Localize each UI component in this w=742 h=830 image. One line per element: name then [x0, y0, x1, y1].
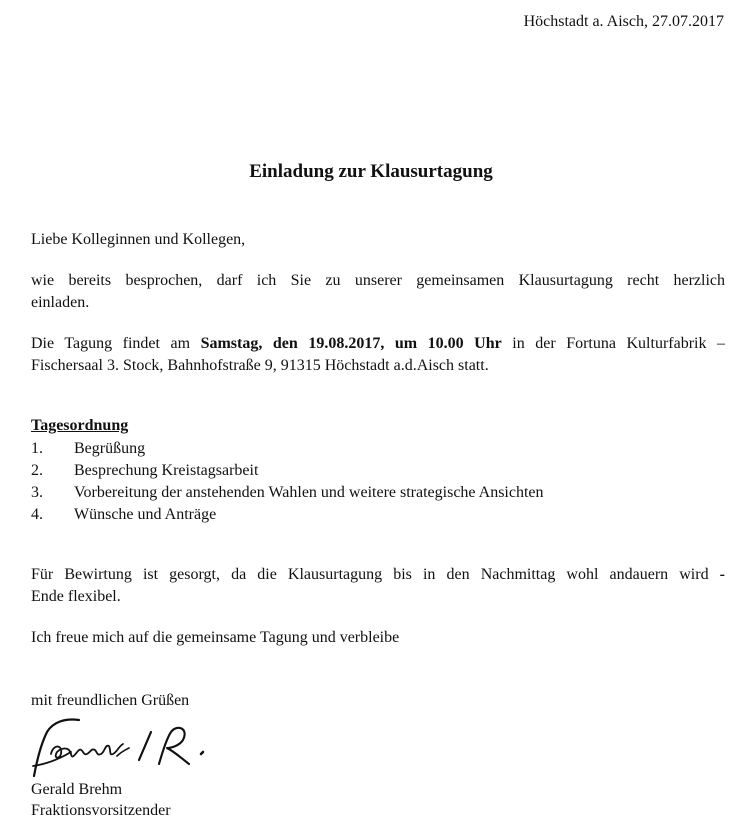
agenda-item-number: 4. [31, 506, 43, 523]
catering-line-2: Ende flexibel. [31, 588, 121, 605]
agenda-item-text: Begrüßung [74, 440, 146, 457]
catering-line-1 [31, 564, 725, 586]
salutation: Liebe Kolleginnen und Kollegen, [31, 231, 246, 248]
agenda-item-text: Wünsche und Anträge [74, 506, 217, 523]
place-date: Höchstadt a. Aisch, 27.07.2017 [523, 13, 724, 30]
signer-role: Fraktionsvorsitzender [31, 802, 171, 819]
meeting-date-time: Samstag, den 19.08.2017, um 10.00 Uhr [200, 335, 502, 352]
catering-line-1-text: Für Bewirtung ist gesorgt, da die Klausurtagung bis in den Nachmittag wohl andauern wird [31, 566, 720, 583]
agenda-list [31, 438, 544, 526]
agenda-item-number: 1. [31, 440, 43, 457]
agenda-item-number: 2. [31, 462, 43, 479]
agenda-item-number: 3. [31, 484, 43, 501]
agenda-item-text: Besprechung Kreistagsarbeit [74, 462, 259, 479]
agenda-item [31, 504, 544, 526]
agenda-item-text: Vorbereitung der anstehenden Wahlen und weitere strategische Ansichten [74, 484, 544, 501]
agenda-heading: Tagesordnung [31, 417, 129, 434]
catering-paragraph [31, 564, 725, 608]
meeting-details-pre: Die Tagung findet am [31, 335, 201, 352]
meeting-details-line-1 [31, 333, 725, 355]
catering-dash: - [719, 566, 725, 583]
meeting-details-line-2: Fischersaal 3. Stock, Bahnhofstraße 9, 91315 Höchstadt a.d.Aisch statt. [31, 357, 489, 374]
meeting-details-paragraph [31, 333, 725, 377]
agenda-item [31, 460, 544, 482]
intro-line-2: einladen. [31, 294, 90, 311]
closing-sentence: Ich freue mich auf die gemeinsame Tagung und verbleibe [31, 629, 400, 646]
agenda-item [31, 482, 544, 504]
intro-line-1: wie bereits besprochen, darf ich Sie zu unserer gemeinsamen Klausurtagung recht herzlich [31, 272, 725, 289]
meeting-details-post: in der Fortuna Kulturfabrik – [501, 335, 726, 352]
intro-paragraph [31, 270, 725, 314]
document-title: Einladung zur Klausurtagung [249, 161, 493, 182]
agenda-item [31, 438, 544, 460]
signer-name: Gerald Brehm [31, 781, 123, 798]
handwritten-signature [31, 714, 211, 780]
greeting: mit freundlichen Grüßen [31, 692, 190, 709]
